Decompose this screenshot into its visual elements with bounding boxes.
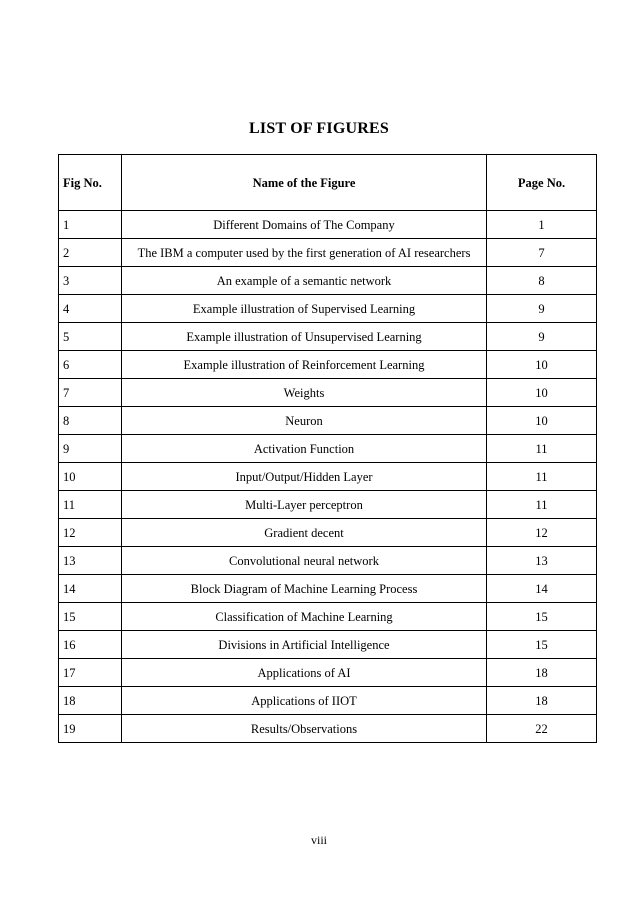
page-number-cell: 22: [487, 715, 597, 743]
page-number-cell: 11: [487, 463, 597, 491]
fig-number-cell: 17: [59, 659, 122, 687]
figure-name-cell: Example illustration of Supervised Learning: [122, 295, 487, 323]
table-row: [59, 379, 597, 407]
table-row: [59, 463, 597, 491]
figure-name-cell: Block Diagram of Machine Learning Process: [122, 575, 487, 603]
figure-name-cell: Neuron: [122, 407, 487, 435]
figure-name-cell: Example illustration of Reinforcement Learning: [122, 351, 487, 379]
page-number: viii: [310, 833, 327, 847]
table-row: [59, 267, 597, 295]
table-row: [59, 323, 597, 351]
header-page-no: Page No.: [487, 155, 597, 211]
fig-number-cell: 7: [59, 379, 122, 407]
figure-name-cell: Results/Observations: [122, 715, 487, 743]
fig-number-cell: 18: [59, 687, 122, 715]
page-number-cell: 18: [487, 659, 597, 687]
page-number-cell: 7: [487, 239, 597, 267]
figure-name-cell: Example illustration of Unsupervised Learning: [122, 323, 487, 351]
page-number-cell: 8: [487, 267, 597, 295]
table-row: [59, 491, 597, 519]
fig-number-cell: 9: [59, 435, 122, 463]
fig-number-cell: 14: [59, 575, 122, 603]
table-row: [59, 295, 597, 323]
figure-name-cell: Activation Function: [122, 435, 487, 463]
fig-number-cell: 19: [59, 715, 122, 743]
header-figure-name: Name of the Figure: [122, 155, 487, 211]
table-row: [59, 519, 597, 547]
page-number-cell: 14: [487, 575, 597, 603]
page-title: LIST OF FIGURES: [249, 120, 389, 137]
fig-number-cell: 2: [59, 239, 122, 267]
table-row: [59, 575, 597, 603]
table-row: [59, 351, 597, 379]
fig-number-cell: 8: [59, 407, 122, 435]
figure-name-cell: Weights: [122, 379, 487, 407]
fig-number-cell: 13: [59, 547, 122, 575]
table-row: [59, 659, 597, 687]
page-number-cell: 1: [487, 211, 597, 239]
header-fig-no: Fig No.: [59, 155, 122, 211]
figure-name-cell: Classification of Machine Learning: [122, 603, 487, 631]
page-number-cell: 15: [487, 603, 597, 631]
fig-number-cell: 11: [59, 491, 122, 519]
fig-number-cell: 10: [59, 463, 122, 491]
figure-name-cell: Multi-Layer perceptron: [122, 491, 487, 519]
page-number-cell: 15: [487, 631, 597, 659]
fig-number-cell: 15: [59, 603, 122, 631]
fig-number-cell: 3: [59, 267, 122, 295]
figure-name-cell: Applications of IIOT: [122, 687, 487, 715]
fig-number-cell: 6: [59, 351, 122, 379]
page-number-cell: 10: [487, 379, 597, 407]
page-number-cell: 18: [487, 687, 597, 715]
page-number-cell: 10: [487, 351, 597, 379]
fig-number-cell: 4: [59, 295, 122, 323]
figure-name-cell: Applications of AI: [122, 659, 487, 687]
figure-name-cell: Different Domains of The Company: [122, 211, 487, 239]
fig-number-cell: 5: [59, 323, 122, 351]
figure-name-cell: Gradient decent: [122, 519, 487, 547]
page-number-cell: 10: [487, 407, 597, 435]
fig-number-cell: 16: [59, 631, 122, 659]
table-row: [59, 603, 597, 631]
table-row: [59, 239, 597, 267]
figure-name-cell: Divisions in Artificial Intelligence: [122, 631, 487, 659]
table-row: [59, 547, 597, 575]
table-body: [59, 211, 597, 743]
figure-name-cell: An example of a semantic network: [122, 267, 487, 295]
figure-name-cell: Input/Output/Hidden Layer: [122, 463, 487, 491]
fig-number-cell: 12: [59, 519, 122, 547]
page-number-cell: 9: [487, 295, 597, 323]
figure-name-cell: The IBM a computer used by the first generation of AI researchers: [122, 239, 487, 267]
table-row: [59, 435, 597, 463]
page-number-cell: 11: [487, 435, 597, 463]
figures-table: [58, 154, 597, 743]
figure-name-cell: Convolutional neural network: [122, 547, 487, 575]
page-number-cell: 13: [487, 547, 597, 575]
table-header-row: [59, 155, 597, 211]
table-row: [59, 715, 597, 743]
page-number-cell: 11: [487, 491, 597, 519]
fig-number-cell: 1: [59, 211, 122, 239]
table-row: [59, 687, 597, 715]
page-number-cell: 9: [487, 323, 597, 351]
table-row: [59, 211, 597, 239]
page-number-cell: 12: [487, 519, 597, 547]
table-row: [59, 407, 597, 435]
table-row: [59, 631, 597, 659]
